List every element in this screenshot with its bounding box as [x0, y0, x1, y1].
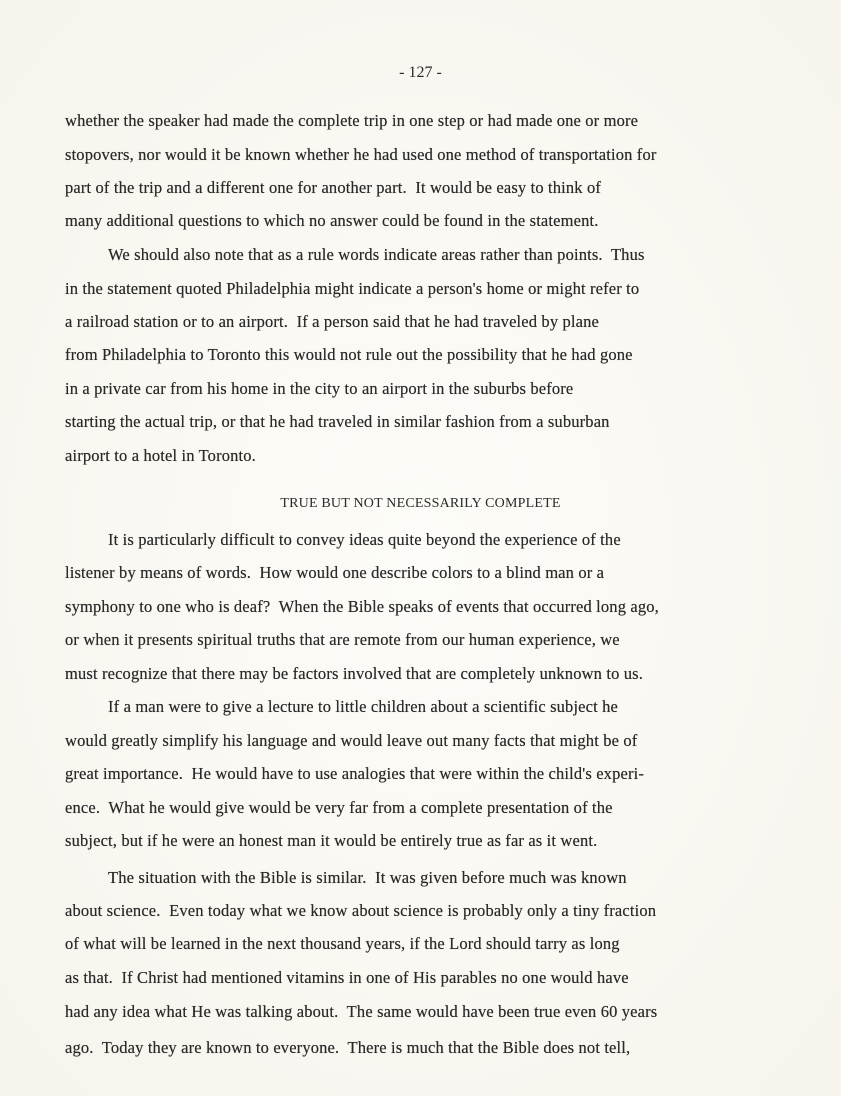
text-line: part of the trip and a different one for another part. It would be easy to think of: [65, 178, 601, 197]
section-heading: TRUE BUT NOT NECESSARILY COMPLETE: [280, 496, 561, 511]
text-line: many additional questions to which no answer could be found in the statement.: [65, 211, 599, 230]
text-line: great importance. He would have to use analogies that were within the child's experi-: [65, 764, 644, 783]
text-line: ago. Today they are known to everyone. There is much that the Bible does not tell,: [65, 1038, 631, 1057]
text-line: starting the actual trip, or that he had traveled in similar fashion from a suburban: [65, 412, 610, 431]
text-line: a railroad station or to an airport. If a person said that he had traveled by plane: [65, 312, 599, 331]
page-number: - 127 -: [399, 64, 442, 81]
text-line: must recognize that there may be factors involved that are completely unknown to us.: [65, 664, 644, 683]
text-line: in the statement quoted Philadelphia might indicate a person's home or might refer to: [65, 279, 640, 298]
text-line: symphony to one who is deaf? When the Bible speaks of events that occurred long ago,: [65, 597, 659, 616]
text-line: stopovers, nor would it be known whether he had used one method of transportation for: [65, 145, 657, 164]
text-line: whether the speaker had made the complete trip in one step or had made one or more: [65, 111, 639, 130]
text-line: as that. If Christ had mentioned vitamins in one of His parables no one would have: [65, 968, 629, 987]
text-line: If a man were to give a lecture to little children about a scientific subject he: [108, 697, 619, 716]
text-line: We should also note that as a rule words indicate areas rather than points. Thus: [108, 245, 645, 264]
text-line: ence. What he would give would be very far from a complete presentation of the: [65, 798, 613, 817]
text-line: It is particularly difficult to convey ideas quite beyond the experience of the: [108, 530, 621, 549]
text-line: of what will be learned in the next thousand years, if the Lord should tarry as long: [65, 934, 620, 953]
text-line: The situation with the Bible is similar. It was given before much was known: [108, 868, 627, 887]
text-line: had any idea what He was talking about. The same would have been true even 60 years: [65, 1002, 658, 1021]
text-line: from Philadelphia to Toronto this would not rule out the possibility that he had gone: [65, 345, 633, 364]
text-line: airport to a hotel in Toronto.: [65, 446, 256, 465]
text-line: subject, but if he were an honest man it would be entirely true as far as it went.: [65, 831, 598, 850]
text-line: or when it presents spiritual truths that are remote from our human experience, we: [65, 630, 620, 649]
text-line: listener by means of words. How would one describe colors to a blind man or a: [65, 563, 605, 582]
text-line: in a private car from his home in the city to an airport in the suburbs before: [65, 379, 574, 398]
text-line: would greatly simplify his language and would leave out many facts that might be of: [65, 731, 638, 750]
text-line: about science. Even today what we know about science is probably only a tiny fraction: [65, 901, 657, 920]
